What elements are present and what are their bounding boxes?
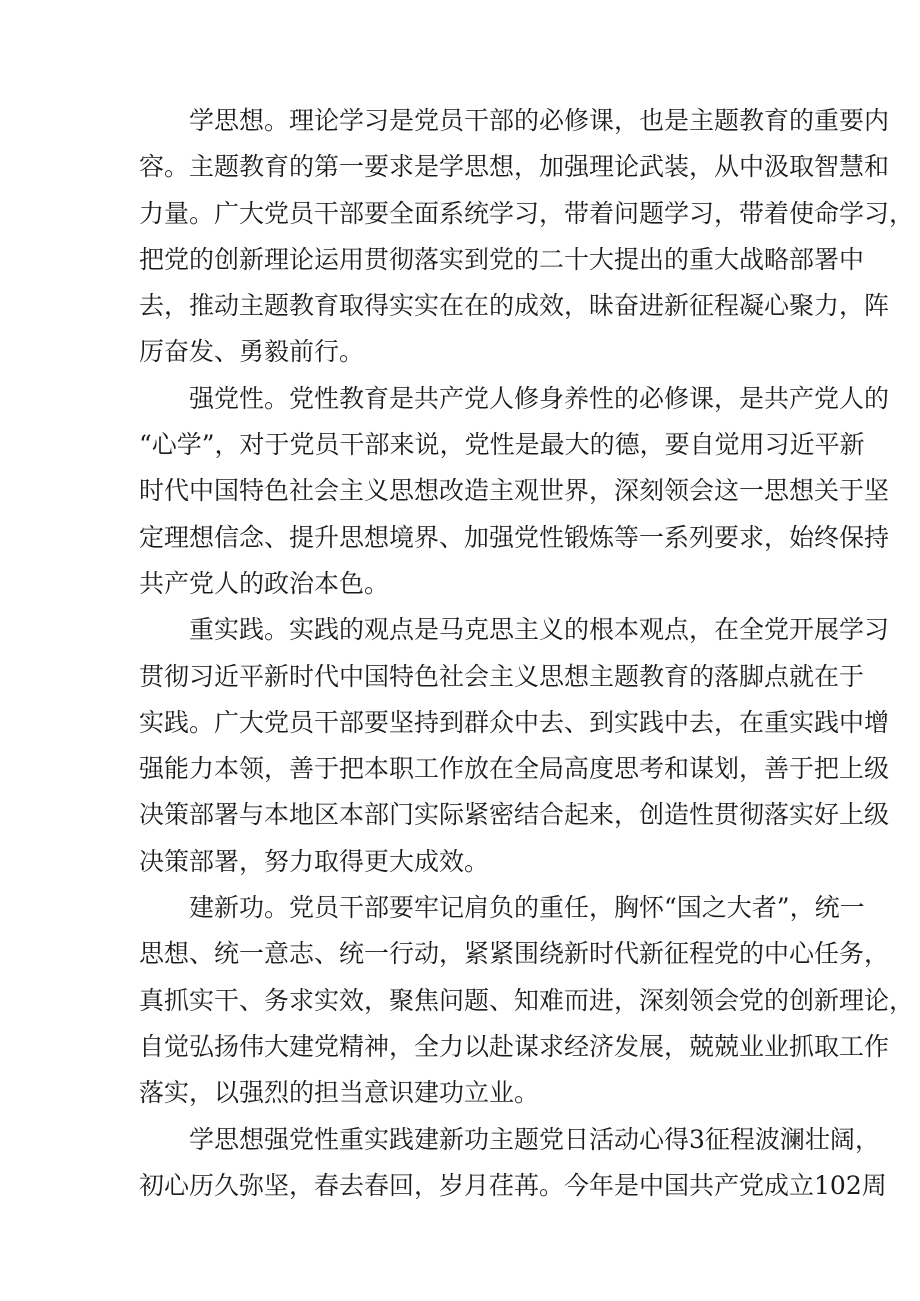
text-line: 自觉弘扬伟大建党精神，全力以赴谋求经济发展，兢兢业业抓取工作	[139, 1031, 890, 1061]
text-line: 力量。广大党员干部要全面系统学习，带着问题学习，带着使命学习，	[139, 198, 915, 228]
text-line: 贯彻习近平新时代中国特色社会主义思想主题教育的落脚点就在于	[139, 661, 865, 691]
text-line: 真抓实干、务求实效，聚焦问题、知难而进，深刻领会党的创新理论，	[139, 985, 915, 1015]
text-line: 决策部署与本地区本部门实际紧密结合起来，创造性贯彻落实好上级	[139, 800, 890, 830]
paragraph-build-new-merits	[139, 885, 915, 1116]
text-line: 学思想强党性重实践建新功主题党日活动心得3征程波澜壮阔，	[189, 1124, 880, 1154]
text-line: 决策部署，努力取得更大成效。	[139, 846, 490, 876]
text-line: 共产党人的政治本色。	[139, 568, 390, 598]
text-line: 强能力本领，善于把本职工作放在全局高度思考和谋划，善于把上级	[139, 754, 890, 784]
text-line: 厉奋发、勇毅前行。	[139, 337, 365, 367]
text-line: 定理想信念、提升思想境界、加强党性锻炼等一系列要求，始终保持	[139, 522, 890, 552]
text-line: 容。主题教育的第一要求是学思想，加强理论武装，从中汲取智慧和	[139, 152, 890, 182]
text-line: 初心历久弥坚，春去春回，岁月荏苒。今年是中国共产党成立102周	[139, 1170, 887, 1200]
text-line: “心学”，对于党员干部来说，党性是最大的德，要自觉用习近平新	[139, 430, 865, 460]
text-line: 重实践。实践的观点是马克思主义的根本观点，在全党开展学习	[189, 615, 890, 645]
text-line: 实践。广大党员干部要坚持到群众中去、到实践中去，在重实践中增	[139, 707, 890, 737]
document-body	[139, 98, 915, 1209]
paragraph-emphasize-practice	[139, 607, 890, 885]
paragraph-study-thought	[139, 98, 915, 376]
text-line: 落实，以强烈的担当意识建功立业。	[139, 1078, 540, 1108]
paragraph-activity-reflection	[139, 1117, 887, 1210]
text-line: 强党性。党性教育是共产党人修身养性的必修课，是共产党人的	[189, 383, 890, 413]
paragraph-strengthen-party-spirit	[139, 376, 890, 607]
text-line: 时代中国特色社会主义思想改造主观世界，深刻领会这一思想关于坚	[139, 476, 890, 506]
text-line: 建新功。党员干部要牢记肩负的重任，胸怀“国之大者”，统一	[189, 893, 865, 923]
text-line: 思想、统一意志、统一行动，紧紧围绕新时代新征程党的中心任务，	[139, 939, 890, 969]
text-line: 学思想。理论学习是党员干部的必修课，也是主题教育的重要内	[189, 106, 890, 135]
text-line: 把党的创新理论运用贯彻落实到党的二十大提出的重大战略部署中	[139, 244, 865, 274]
text-line: 去，推动主题教育取得实实在在的成效，昧奋进新征程凝心聚力，阵	[139, 291, 890, 321]
